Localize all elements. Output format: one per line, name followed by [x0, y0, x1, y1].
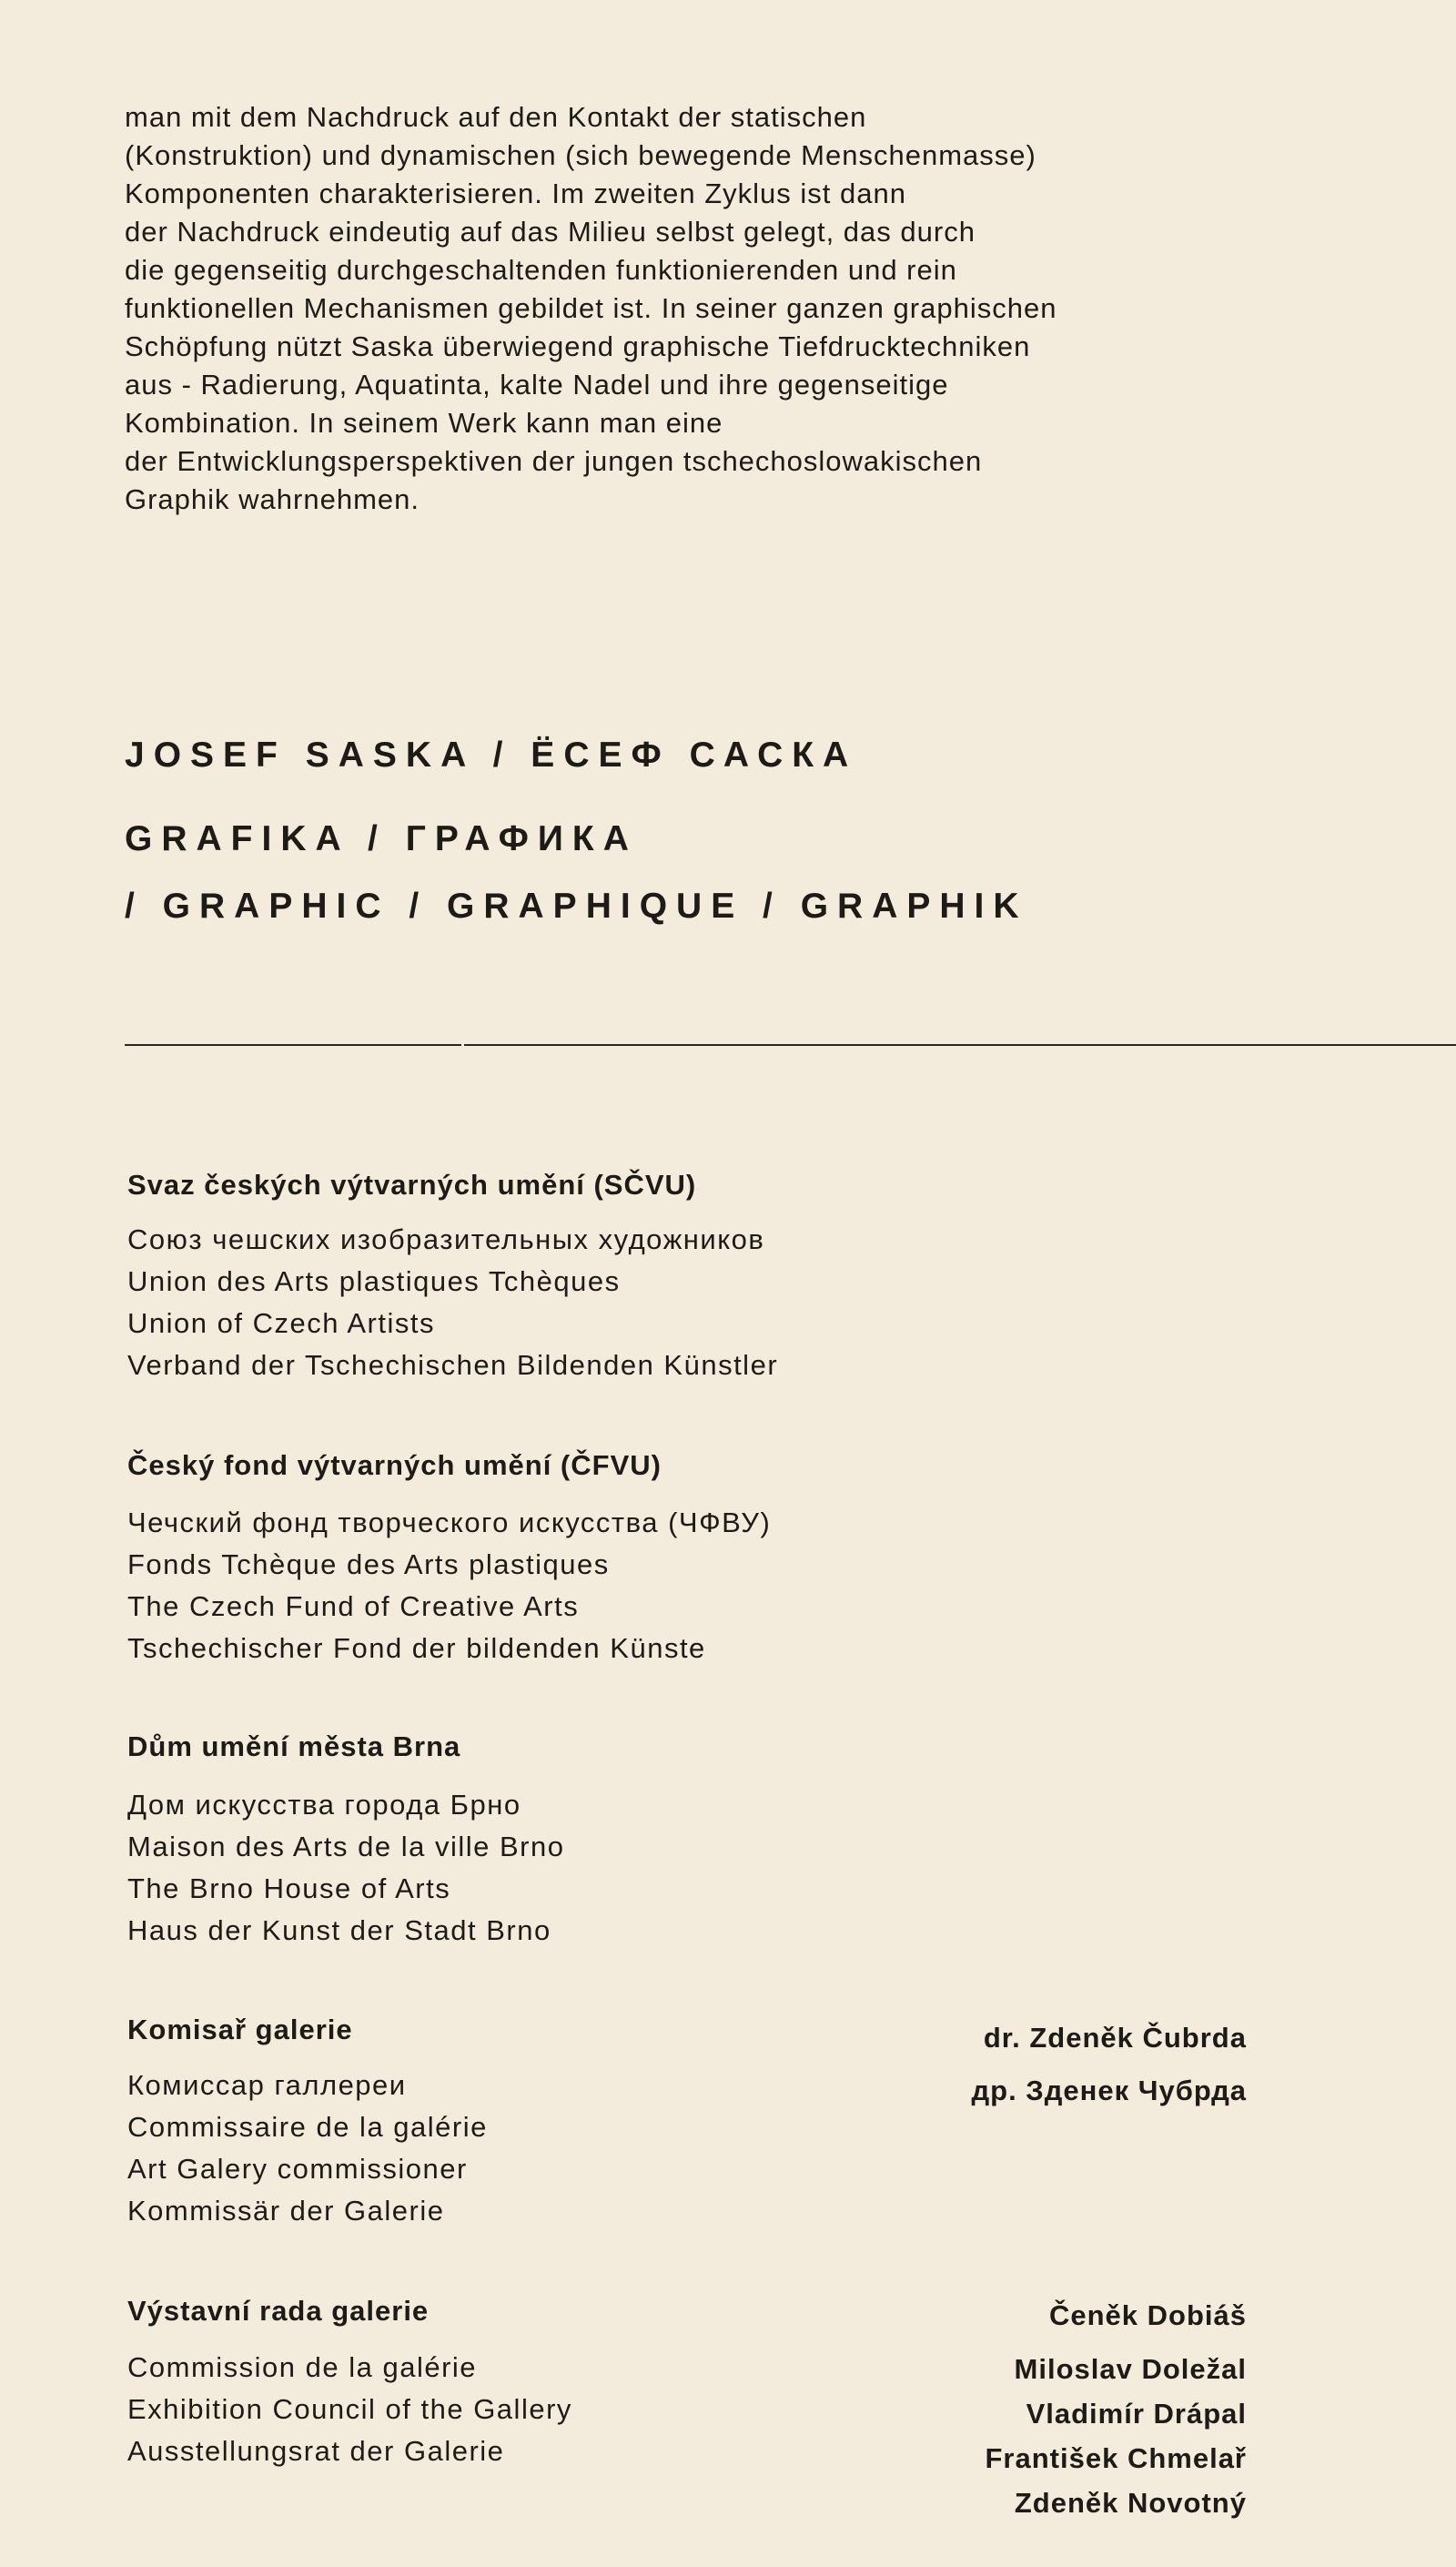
commissioner-name-cyrillic: др. Зденек Чубрда	[971, 2075, 1247, 2106]
exhibition-title-artist: JOSEF SASKA / ЁСЕФ САСКА	[125, 736, 858, 775]
translation-line: Tschechischer Fond der bildenden Künste	[127, 1632, 706, 1664]
section-translations-vystavni-rada	[127, 2347, 572, 2472]
intro-line: der Nachdruck eindeutig auf das Milieu selbst gelegt, das durch	[125, 216, 976, 248]
intro-line: Kombination. In seinem Werk kann man eine	[125, 407, 723, 439]
section-heading-scvu: Svaz českých výtvarných umění (SČVU)	[127, 1169, 697, 1201]
section-translations-cfvu	[127, 1502, 771, 1669]
exhibition-title-translations: / GRAPHIC / GRAPHIQUE / GRAPHIK	[125, 887, 1028, 926]
translation-line: Commissaire de la galérie	[127, 2111, 488, 2143]
council-member: František Chmelař	[985, 2442, 1247, 2474]
divider-rule-right	[464, 1044, 1456, 1046]
translation-line: Exhibition Council of the Gallery	[127, 2393, 572, 2425]
translation-line: Verband der Tschechischen Bildenden Künstler	[127, 1349, 779, 1381]
intro-line: Graphik wahrnehmen.	[125, 483, 420, 515]
council-member: Zdeněk Novotný	[1014, 2487, 1247, 2519]
section-heading-cfvu: Český fond výtvarných umění (ČFVU)	[127, 1449, 662, 1481]
translation-line: Maison des Arts de la ville Brno	[127, 1831, 565, 1862]
section-heading-dum-umeni: Dům umění města Brna	[127, 1730, 461, 1762]
council-member-names	[986, 2293, 1248, 2525]
translation-line: Union of Czech Artists	[127, 1307, 435, 1339]
translation-line: Чечский фонд творческого искусства (ЧФВУ)	[127, 1507, 772, 1538]
translation-line: The Brno House of Arts	[127, 1872, 451, 1904]
translation-line: Fonds Tchèque des Arts plastiques	[127, 1548, 610, 1580]
translation-line: Commission de la galérie	[127, 2351, 478, 2383]
intro-line: aus - Radierung, Aquatinta, kalte Nadel und ihre gegenseitige	[125, 369, 949, 401]
section-translations-scvu	[127, 1219, 778, 1386]
translation-line: Ausstellungsrat der Galerie	[127, 2435, 505, 2467]
translation-line: Дом искусства города Брно	[127, 1789, 521, 1821]
commissioner-names	[971, 2012, 1247, 2117]
section-translations-dum-umeni	[127, 1784, 565, 1952]
translation-line: Союз чешских изобразительных художников	[127, 1223, 765, 1255]
intro-line: man mit dem Nachdruck auf den Kontakt der statischen	[125, 101, 867, 133]
section-heading-komisar: Komisař galerie	[127, 2014, 353, 2045]
translation-line: Комиссар галлереи	[127, 2069, 407, 2101]
exhibition-title-medium: GRAFIKA / ГРАФИКА	[125, 819, 638, 858]
intro-line: die gegenseitig durchgeschaltenden funktionierenden und rein	[125, 254, 957, 286]
council-member: Miloslav Doležal	[1014, 2353, 1247, 2385]
council-member: Čeněk Dobiáš	[1048, 2299, 1247, 2331]
council-member: Vladimír Drápal	[1026, 2398, 1247, 2430]
translation-line: The Czech Fund of Creative Arts	[127, 1590, 580, 1622]
translation-line: Haus der Kunst der Stadt Brno	[127, 1914, 551, 1946]
intro-line: funktionellen Mechanismen gebildet ist. In seiner ganzen graphischen	[125, 292, 1057, 324]
translation-line: Union des Arts plastiques Tchèques	[127, 1265, 621, 1297]
section-translations-komisar	[127, 2065, 488, 2232]
translation-line: Kommissär der Galerie	[127, 2195, 445, 2227]
commissioner-name: dr. Zdeněk Čubrda	[983, 2022, 1247, 2054]
section-heading-vystavni-rada: Výstavní rada galerie	[127, 2295, 430, 2327]
intro-line: der Entwicklungsperspektiven der jungen tschechoslowakischen	[125, 445, 983, 477]
intro-line: Komponenten charakterisieren. Im zweiten Zyklus ist dann	[125, 178, 906, 209]
translation-line: Art Galery commissioner	[127, 2153, 468, 2185]
divider-rule-left	[125, 1044, 461, 1046]
intro-paragraph	[125, 98, 1399, 519]
intro-line: (Konstruktion) und dynamischen (sich bewegende Menschenmasse)	[125, 139, 1036, 171]
intro-line: Schöpfung nützt Saska überwiegend graphische Tiefdrucktechniken	[125, 330, 1031, 362]
